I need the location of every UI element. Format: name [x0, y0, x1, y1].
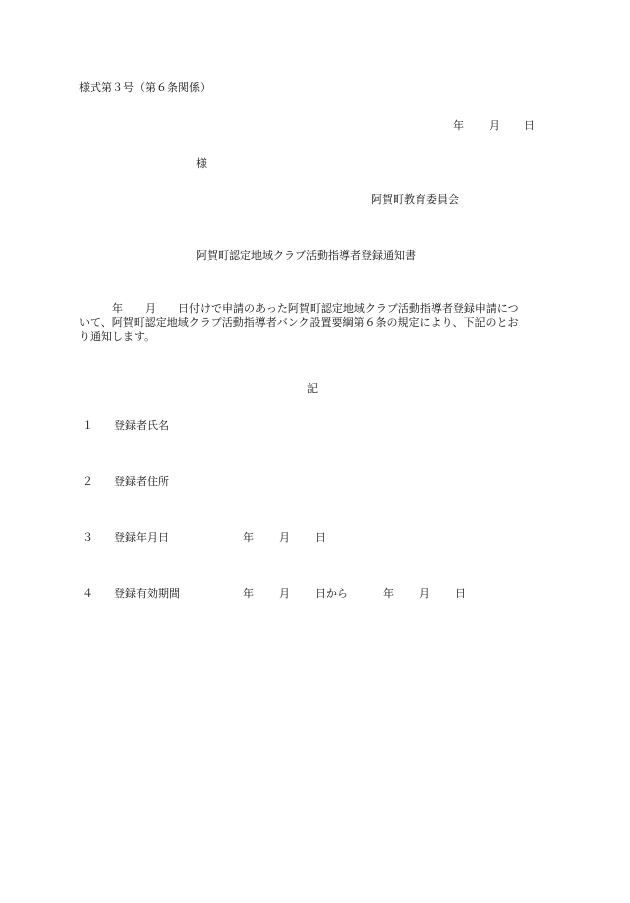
addressee-honorific: 様 [196, 157, 207, 170]
body-line: 年 月 日付けで申請のあった阿賀町認定地域クラブ活動指導者登録申請につ [79, 302, 519, 315]
date-day-label: 日 [524, 119, 535, 132]
validity-start-month-label: 月 [279, 587, 290, 600]
registration-month-label: 月 [279, 531, 290, 544]
item-number: ２ [82, 475, 93, 488]
item-number: １ [82, 419, 93, 432]
ki-heading: 記 [307, 382, 318, 395]
date-month-label: 月 [489, 119, 500, 132]
validity-start-year-label: 年 [243, 587, 254, 600]
form-number-label: 様式第３号（第６条関係） [79, 81, 211, 94]
validity-end-day-label: 日 [455, 587, 466, 600]
issuer-name: 阿賀町教育委員会 [371, 193, 459, 206]
body-line: いて、阿賀町認定地域クラブ活動指導者バンク設置要綱第６条の規定により、下記のとお [79, 316, 519, 329]
body-paragraph [79, 302, 551, 344]
registration-day-label: 日 [315, 531, 326, 544]
item-label-registrant-name: 登録者氏名 [114, 419, 169, 432]
registration-year-label: 年 [243, 531, 254, 544]
document-title: 阿賀町認定地域クラブ活動指導者登録通知書 [196, 249, 416, 262]
validity-start-day-from-label: 日から [315, 587, 348, 600]
item-label-registration-date: 登録年月日 [114, 531, 169, 544]
date-year-label: 年 [453, 119, 464, 132]
item-label-validity-period: 登録有効期間 [114, 587, 180, 600]
body-line: り通知します。 [79, 330, 156, 343]
item-number: ３ [82, 531, 93, 544]
validity-end-year-label: 年 [383, 587, 394, 600]
validity-end-month-label: 月 [419, 587, 430, 600]
item-number: ４ [82, 587, 93, 600]
item-label-registrant-address: 登録者住所 [114, 475, 169, 488]
